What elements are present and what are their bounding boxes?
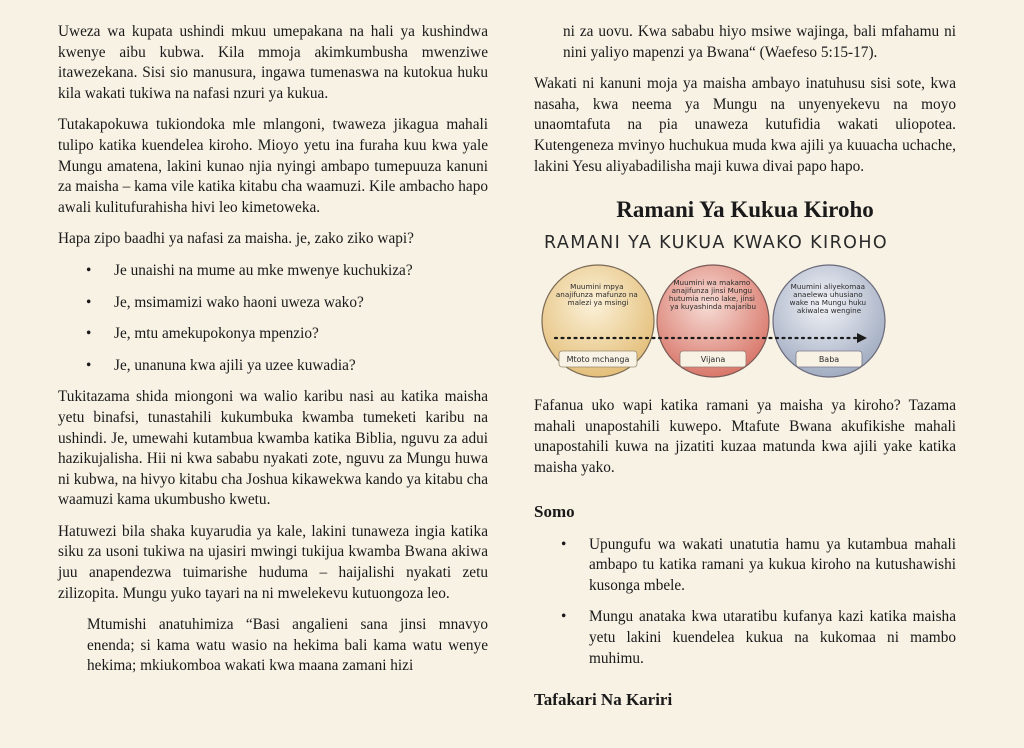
list-item: • Upungufu wa wakati unatutia hamu ya kutambua mahali ambapo tu katika ramani ya kukua kiroho na kutushawishi kusonga mbele. [534,535,956,597]
list-item: • Je, unanuna kwa ajili ya uzee kuwadia? [58,356,488,377]
stage-label-1: Mtoto mchanga [566,355,630,365]
map-title: RAMANI YA KUKUA KWAKO KIROHO [544,233,889,254]
list-item: • Mungu anataka kwa utaratibu kufanya kazi katika maisha yetu lakini kuendelea kukua na kukomaa ni mambo muhimu. [534,607,956,669]
paragraph-4: Tukitazama shida miongoni wa walio karibu nasi au katika maisha yetu binafsi, tunastahili kukumbuka kwamba tumeketi karibu na ushindi. Je, umewahi kutambua kwamba katika Biblia, nguvu za adui hazikujalisha. Hii ni kwa sababu nyakati zote, nguvu za Mungu huwa ni kubwa, na hivyo kitabu cha Joshua kikawekwa kando ya kitabu cha waamuzi kama ukumbusho kwetu. [58,388,488,509]
somo-list [534,535,956,670]
paragraph-time: Wakati ni kanuni moja ya maisha ambayo inatuhusu sisi sote, kwa nasaha, kwa neema ya Mungu na unyenyekevu na moyo unaomtafuta na pia unaweza kutufidia wakati uliopotea. Kutengeneza mvinyo huchukua muda kwa ajili ya kuuacha uchache, lakini Yesu aliyabadilisha maji kuwa divai papo hapo. [534,75,956,175]
paragraph-2: Tutakapokuwa tukiondoka mle mlangoni, twaweza jikagua mahali tulipo katika kuendelea kiroho. Mioyo yetu ina furaha kuu kwa yale Mungu amatena, lakini kunao njia nyingi ambapo tumepuuza kanuni za maisha – kama vile katika kitabu cha waamuzi. Kile ambacho hapo awali kulitufurahisha hivi leo kimetoweka. [58,116,488,216]
stage-1-description: Muumini mpya anajifunza mafunzo na malezi ya msingi [555,282,638,308]
paragraph-map-question: Fafanua uko wapi katika ramani ya maisha ya kiroho? Tazama mahali unapostahili kuwepo. Mtafute Bwana akufikishe mahali unapostahili kuwa na jizatiti kuzaa matunda kwa ajili yake katika maisha yako. [534,397,956,476]
questions-list [58,261,488,376]
tafakari-heading: Tafakari Na Kariri [534,690,673,710]
section-heading: Ramani Ya Kukua Kiroho [616,197,874,223]
stage-3-description: Muumini aliyekomaa anaelewa uhusiano wake na Mungu huku akiwalea wengine [789,282,867,316]
list-item: • Je, mtu amekupokonya mpenzio? [58,324,488,345]
stage-2-description: Muumini wa makamo anajifunza jinsi Mungu hutumia neno lake, jinsi ya kuyashinda majaribu [668,278,757,312]
growth-map [541,263,886,378]
left-page [58,0,488,677]
scripture-quote-end: ni za uovu. Kwa sababu hiyo msiwe wajinga, bali mfahamu ni nini yaliyo mapenzi ya Bwana“ (Waefeso 5:15-17). [563,23,956,61]
stage-label-2: Vijana [700,355,726,365]
scripture-quote: Mtumishi anatuhimiza “Basi angalieni sana jinsi mnavyo enenda; si kama watu wasio na hekima bali kama watu wenye hekima; mkiukomboa wakati kwa maana zamani hizi [87,616,488,675]
stage-label-3: Baba [818,355,840,365]
paragraph-1: Uweza wa kupata ushindi mkuu umepakana na hali ya kushindwa kwenye aibu kubwa. Kila mmoja akimkumbusha mwenziwe itawezekana. Sisi sio manusura, ingawa tumenaswa na kutokua huku kila wakati tukiwa na nafasi nzuri ya kukua. [58,23,488,102]
right-page [534,0,956,711]
paragraph-3: Hapa zipo baadhi ya nafasi za maisha. je, zako ziko wapi? [58,230,414,248]
list-item: • Je unaishi na mume au mke mwenye kuchukiza? [58,261,488,282]
somo-heading: Somo [534,501,575,521]
list-item: • Je, msimamizi wako haoni uweza wako? [58,293,488,314]
paragraph-5: Hatuwezi bila shaka kuyarudia ya kale, lakini tunaweza ingia katika siku za usoni tukiwa na ujasiri mwingi tukijua kwamba Bwana akiwa juu anapendezwa tuimarishe huduma – haijalishi nyakati zetu zilizopita. Mungu yuko tayari na ni mwelekevu kutuongoza leo. [58,522,488,602]
